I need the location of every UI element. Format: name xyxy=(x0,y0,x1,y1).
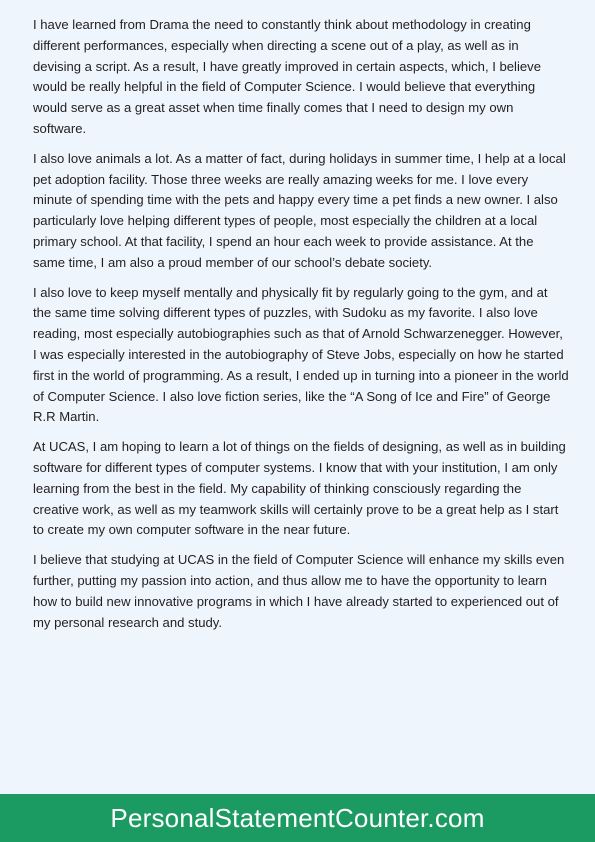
paragraph-ucas-goals: At UCAS, I am hoping to learn a lot of things on the fields of designing, as well as in building software for different types of computer systems. I know that with your institution, I am only learning from the best in the field. My capability of thinking consciously regarding the creative work, as well as my teamwork skills will certainly prove to be a great help as I start to create my own computer software in the near future. xyxy=(33,439,566,538)
paragraph-animals: I also love animals a lot. As a matter of fact, during holidays in summer time, I help at a local pet adoption facility. Those three weeks are really amazing weeks for me. I love every minute of spending time with the pets and happy every time a pet finds a new owner. I also particularly love helping different types of people, most especially the children at a local primary school. At that facility, I spend an hour each week to provide assistance. At the same time, I am also a proud member of our school’s debate society. xyxy=(33,150,566,270)
paragraph-drama: I have learned from Drama the need to constantly think about methodology in creating different performances, especially when directing a scene out of a play, as well as in devising a script. As a result, I have greatly improved in certain aspects, which, I believe would be really helpful in the field of Computer Science. I would believe that everything would serve as a great asset when time finally comes that I need to design my own software. xyxy=(33,17,541,136)
statement-body xyxy=(33,15,569,642)
footer-banner xyxy=(0,794,595,842)
footer-site-name: PersonalStatementCounter.com xyxy=(110,802,485,833)
paragraph-conclusion: I believe that studying at UCAS in the field of Computer Science will enhance my skills even further, putting my passion into action, and thus allow me to have the opportunity to learn how to build new innovative programs in which I have already started to experienced out of my personal research and study. xyxy=(33,552,565,630)
paragraph-fitness-reading: I also love to keep myself mentally and physically fit by regularly going to the gym, and at the same time solving different types of puzzles, with Sudoku as my favorite. I also love reading, most especially autobiographies such as that of Arnold Schwarzenegger. However, I was especially interested in the autobiography of Steve Jobs, especially on how he started first in the world of programming. As a result, I ended up in turning into a pioneer in the world of Computer Science. I also love fiction series, like the “A Song of Ice and Fire” of George R.R Martin. xyxy=(33,284,569,425)
